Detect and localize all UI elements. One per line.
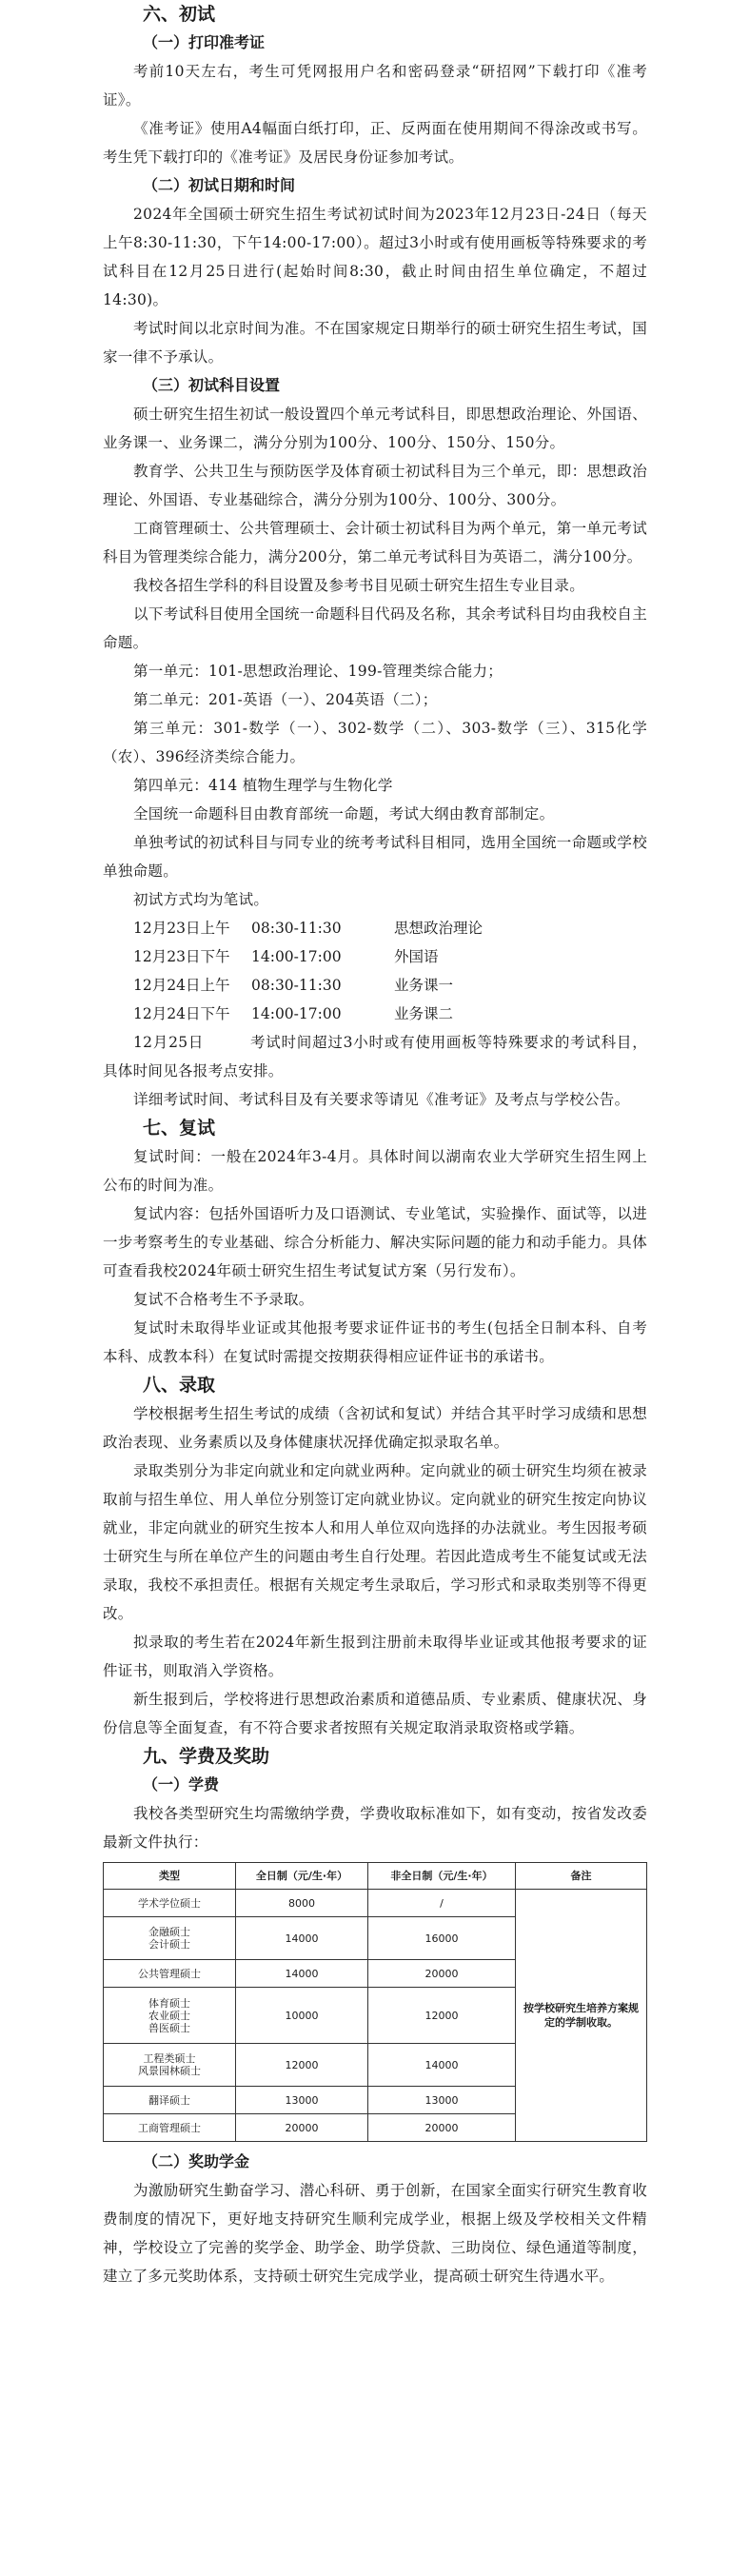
schedule-subject: 业务课二 — [394, 1005, 454, 1022]
paragraph: 复试时未取得毕业证或其他报考要求证件证书的考生(包括全日制本科、自考本科、成教本科）在复试时需提交按期获得相应证件证书的承诺书。 — [103, 1319, 647, 1365]
table-cell-parttime: 20000 — [368, 1960, 516, 1988]
column-header-note: 备注 — [516, 1863, 647, 1890]
schedule-day: 12月24日上午 — [133, 977, 230, 994]
table-cell-parttime: 20000 — [368, 2114, 516, 2142]
table-cell-type — [104, 1960, 236, 1988]
paragraph: 考前10天左右，考生可凭网报用户名和密码登录“研招网”下载打印《准考证》。 — [103, 63, 647, 109]
type-line: 金融硕士 — [148, 1926, 190, 1938]
table-cell-type — [104, 1988, 236, 2044]
type-line: 公共管理硕士 — [138, 1967, 201, 1980]
paragraph: 硕士研究生招生初试一般设置四个单元考试科目，即思想政治理论、外国语、业务课一、业务课二，满分分别为100分、100分、150分、150分。 — [103, 406, 647, 451]
schedule-subject: 业务课一 — [394, 977, 454, 994]
type-line: 翻译硕士 — [148, 2093, 190, 2107]
schedule-row — [103, 942, 647, 971]
schedule-time: 14:00-17:00 — [251, 1005, 342, 1022]
paragraph: 第二单元：201-英语（一）、204英语（二）； — [133, 691, 438, 708]
table-cell-fulltime: 14000 — [236, 1960, 368, 1988]
paragraph: 我校各类型研究生均需缴纳学费，学费收取标准如下，如有变动，按省发改委最新文件执行： — [103, 1805, 647, 1851]
tuition-table — [103, 1862, 647, 2142]
paragraph: 12月25日 考试时间超过3小时或有使用画板等特殊要求的考试科目，具体时间见各报考点安排。 — [103, 1034, 647, 1080]
paragraph: 第一单元：101-思想政治理论、199-管理类综合能力； — [133, 663, 503, 680]
paragraph: 工商管理硕士、公共管理硕士、会计硕士初试科目为两个单元，第一单元考试科目为管理类综合能力，满分200分，第二单元考试科目为英语二，满分100分。 — [103, 520, 647, 565]
table-header-row — [104, 1863, 647, 1890]
section-heading-retest: 七、复试 — [143, 1118, 216, 1139]
paragraph: 第四单元：414 植物生理学与生物化学 — [133, 777, 393, 794]
schedule-subject: 外国语 — [394, 948, 439, 965]
table-cell-type — [104, 2114, 236, 2142]
type-line: 学术学位硕士 — [138, 1896, 201, 1910]
schedule-day: 12月23日上午 — [133, 920, 230, 937]
table-cell-parttime: / — [368, 1890, 516, 1917]
table-cell-fulltime: 8000 — [236, 1890, 368, 1917]
table-cell-parttime: 16000 — [368, 1917, 516, 1960]
type-line: 农业硕士 — [148, 2009, 190, 2022]
table-cell-type — [104, 2087, 236, 2114]
table-cell-type — [104, 1917, 236, 1960]
type-line: 工程类硕士 — [143, 2052, 196, 2065]
table-cell-parttime: 14000 — [368, 2044, 516, 2087]
table-cell-type — [104, 2044, 236, 2087]
paragraph: 以下考试科目使用全国统一命题科目代码及名称，其余考试科目均由我校自主命题。 — [103, 605, 647, 651]
subheading-tuition: （一）学费 — [143, 1775, 220, 1793]
paragraph: 详细考试时间、考试科目及有关要求等请见《准考证》及考点与学校公告。 — [133, 1091, 630, 1108]
table-cell-fulltime: 13000 — [236, 2087, 368, 2114]
paragraph: 第三单元：301-数学（一）、302-数学（二）、303-数学（三）、315化学（农）、396经济类综合能力。 — [103, 720, 647, 765]
schedule-row — [103, 1000, 647, 1028]
table-cell-type — [104, 1890, 236, 1917]
table-cell-fulltime: 20000 — [236, 2114, 368, 2142]
table-cell-note: 按学校研究生培养方案规定的学制收取。 — [516, 1890, 647, 2142]
paragraph: 为激励研究生勤奋学习、潜心科研、勇于创新，在国家全面实行研究生教育收费制度的情况下，更好地支持研究生顺利完成学业，根据上级及学校相关文件精神，学校设立了完善的奖学金、助学金、助学贷款、三助岗位、绿色通道等制度，建立了多元奖助体系，支持硕士研究生完成学业，提高硕士研究生待遇水平。 — [103, 2182, 647, 2285]
type-line: 体育硕士 — [148, 1996, 190, 2010]
table-cell-fulltime: 10000 — [236, 1988, 368, 2044]
paragraph: 新生报到后，学校将进行思想政治素质和道德品质、专业素质、健康状况、身份信息等全面复查，有不符合要求者按照有关规定取消录取资格或学籍。 — [103, 1691, 647, 1736]
paragraph: 复试内容：包括外国语听力及口语测试、专业笔试，实验操作、面试等，以进一步考察考生的专业基础、综合分析能力、解决实际问题的能力和动手能力。具体可查看我校2024年硕士研究生招生考试复试方案（另行发布）。 — [103, 1205, 647, 1279]
paragraph: 《准考证》使用A4幅面白纸打印，正、反两面在使用期间不得涂改或书写。考生凭下载打印的《准考证》及居民身份证参加考试。 — [103, 120, 647, 166]
subheading-scholarship: （二）奖助学金 — [143, 2152, 250, 2170]
schedule-subject: 思想政治理论 — [394, 920, 484, 937]
section-heading-exam: 六、初试 — [143, 4, 216, 25]
paragraph: 复试不合格考生不予录取。 — [133, 1291, 314, 1308]
schedule-time: 08:30-11:30 — [251, 920, 342, 937]
table-cell-parttime: 12000 — [368, 1988, 516, 2044]
section-heading-admission: 八、录取 — [143, 1375, 216, 1396]
type-line: 风景园林硕士 — [138, 2065, 201, 2077]
table-cell-fulltime: 14000 — [236, 1917, 368, 1960]
paragraph: 单独考试的初试科目与同专业的统考考试科目相同，选用全国统一命题或学校单独命题。 — [103, 834, 647, 880]
paragraph: 我校各招生学科的科目设置及参考书目见硕士研究生招生专业目录。 — [133, 577, 585, 594]
type-line: 工商管理硕士 — [138, 2121, 201, 2134]
paragraph: 学校根据考生招生考试的成绩（含初试和复试）并结合其平时学习成绩和思想政治表现、业务素质以及身体健康状况择优确定拟录取名单。 — [103, 1405, 647, 1451]
table-cell-fulltime: 12000 — [236, 2044, 368, 2087]
section-heading-tuition: 九、学费及奖助 — [143, 1746, 270, 1767]
paragraph: 2024年全国硕士研究生招生考试初试时间为2023年12月23日-24日（每天上午8:30-11:30，下午14:00-17:00）。超过3小时或有使用画板等特殊要求的考试科目在12月25日进行(起始时间8:30，截止时间由招生单位确定，不超过14:30)。 — [103, 206, 647, 308]
schedule-time: 08:30-11:30 — [251, 977, 342, 994]
schedule-day: 12月23日下午 — [133, 948, 230, 965]
schedule-time: 14:00-17:00 — [251, 948, 342, 965]
table-cell-parttime: 13000 — [368, 2087, 516, 2114]
schedule-row — [103, 971, 647, 1000]
type-line: 会计硕士 — [148, 1938, 190, 1951]
paragraph: 录取类别分为非定向就业和定向就业两种。定向就业的硕士研究生均须在被录取前与招生单位、用人单位分别签订定向就业协议。定向就业的研究生按定向协议就业，非定向就业的研究生按本人和用人单位双向选择的办法就业。考生因报考硕士研究生与所在单位产生的问题由考生自行处理。若因此造成考生不能复试或无法录取，我校不承担责任。根据有关规定考生录取后，学习形式和录取类别等不得更改。 — [103, 1462, 647, 1622]
paragraph: 初试方式均为笔试。 — [133, 891, 269, 908]
subheading-exam-date: （二）初试日期和时间 — [143, 176, 296, 194]
schedule-row — [103, 914, 647, 942]
paragraph: 复试时间：一般在2024年3-4月。具体时间以湖南农业大学研究生招生网上公布的时间为准。 — [103, 1148, 647, 1194]
exam-schedule — [103, 914, 647, 1028]
column-header-fulltime: 全日制（元/生·年） — [236, 1863, 368, 1890]
type-line: 兽医硕士 — [148, 2021, 190, 2034]
schedule-day: 12月24日下午 — [133, 1005, 230, 1022]
column-header-type: 类型 — [104, 1863, 236, 1890]
paragraph: 全国统一命题科目由教育部统一命题，考试大纲由教育部制定。 — [133, 805, 555, 822]
paragraph: 拟录取的考生若在2024年新生报到注册前未取得毕业证或其他报考要求的证件证书，则取消入学资格。 — [103, 1634, 647, 1679]
paragraph: 教育学、公共卫生与预防医学及体育硕士初试科目为三个单元，即：思想政治理论、外国语、专业基础综合，满分分别为100分、100分、300分。 — [103, 463, 647, 508]
paragraph: 考试时间以北京时间为准。不在国家规定日期举行的硕士研究生招生考试，国家一律不予承认。 — [103, 320, 647, 366]
subheading-exam-subjects: （三）初试科目设置 — [143, 376, 281, 394]
column-header-parttime: 非全日制（元/生·年） — [368, 1863, 516, 1890]
subheading-print-ticket: （一）打印准考证 — [143, 33, 266, 51]
table-row — [104, 1890, 647, 1917]
